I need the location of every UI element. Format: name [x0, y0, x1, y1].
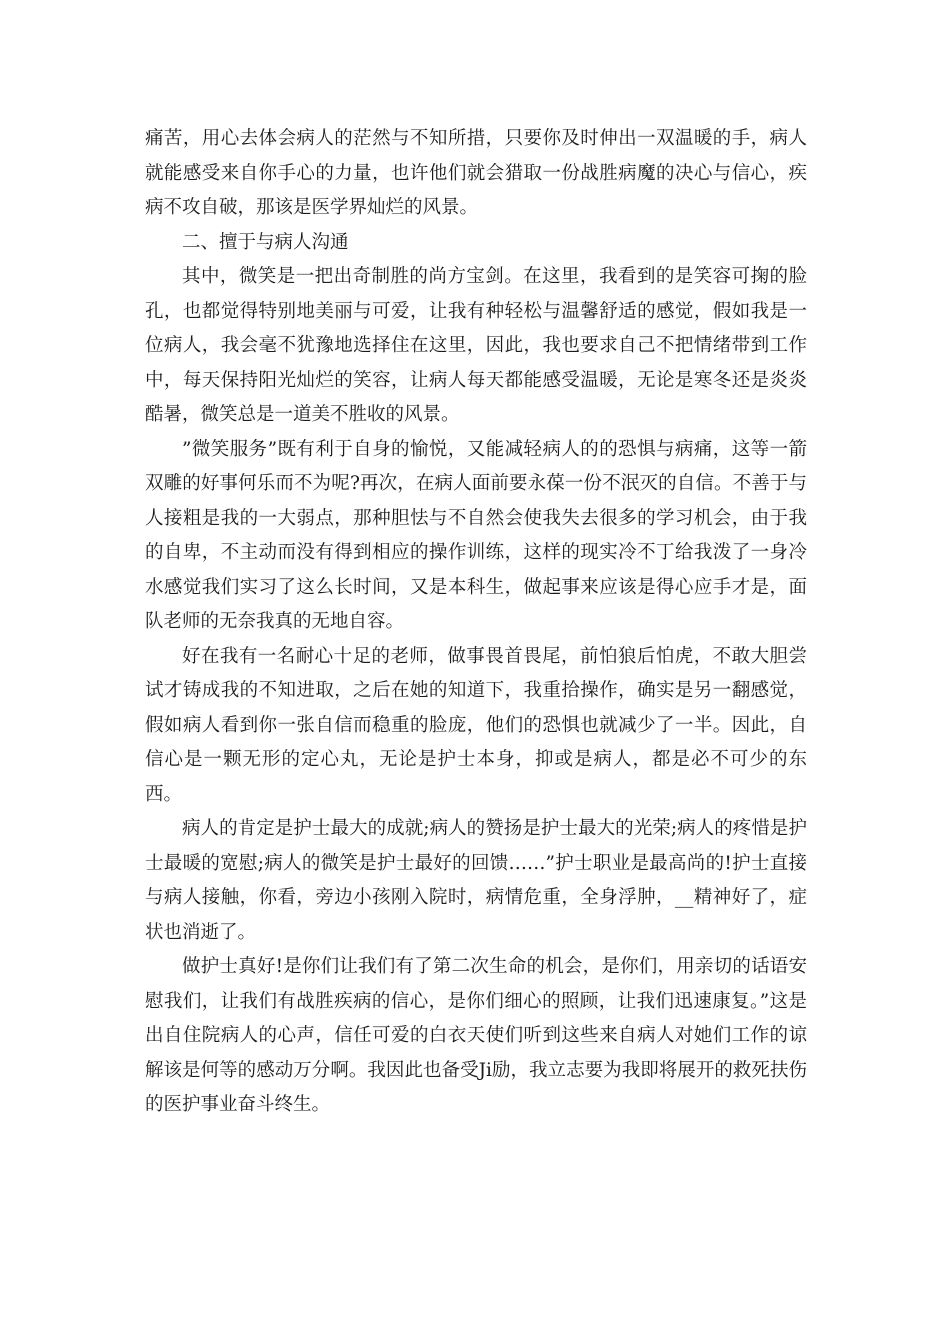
paragraph-smile: 其中，微笑是一把出奇制胜的尚方宝剑。在这里，我看到的是笑容可掬的脸孔，也都觉得特别地美丽与可爱，让我有种轻松与温馨舒适的感觉，假如我是一位病人，我会毫不犹豫地选择住在这里，因此，我也要求自己不把情绪带到工作中，每天保持阳光灿烂的笑容，让病人每天都能感受温暖，无论是寒冬还是炎炎酷暑，微笑总是一道美不胜收的风景。	[145, 266, 807, 425]
paragraph-nurse-good: 做护士真好!是你们让我们有了第二次生命的机会，是你们，用亲切的话语安慰我们，让我们有战胜疾病的信心，是你们细心的照顾，让我们迅速康复。”这是出自住院病人的心声，信任可爱的白衣天使们听到这些来自病人对她们工作的谅解该是何等的感动万分啊。我因此也备受Ji励，我立志要为我即将展开的救死扶伤的医护事业奋斗终生。	[145, 956, 807, 1115]
document-body	[145, 122, 807, 1123]
paragraph-continuation: 痛苦，用心去体会病人的茫然与不知所措，只要你及时伸出一双温暖的手，病人就能感受来自你手心的力量，也许他们就会猎取一份战胜病魔的决心与信心，疾病不攻自破，那该是医学界灿烂的风景。	[145, 128, 807, 218]
section-heading: 二、擅于与病人沟通	[182, 231, 349, 253]
paragraph-patient-praise: 病人的肯定是护士最大的成就;病人的赞扬是护士最大的光荣;病人的疼惜是护士最暖的宽慰;病人的微笑是护士最好的回馈……”护士职业是最高尚的!护士直接与病人接触，你看，旁边小孩刚入院时，病情危重，全身浮肿，__精神好了，症状也消逝了。	[145, 818, 807, 943]
paragraph-teacher: 好在我有一名耐心十足的老师，做事畏首畏尾，前怕狼后怕虎，不敢大胆尝试才铸成我的不知进取，之后在她的知道下，我重拾操作，确实是另一翻感觉，假如病人看到你一张自信而稳重的脸庞，他们的恐惧也就减少了一半。因此，自信心是一颗无形的定心丸，无论是护士本身，抑或是病人，都是必不可少的东西。	[145, 645, 807, 805]
paragraph-smile-service: ”微笑服务”既有利于自身的愉悦，又能减轻病人的的恐惧与病痛，这等一箭双雕的好事何乐而不为呢?再次，在病人面前要永葆一份不泯灭的自信。不善于与人接粗是我的一大弱点，那种胆怯与不自然会使我失去很多的学习机会，由于我的自卑，不主动而没有得到相应的操作训练，这样的现实冷不丁给我泼了一身冷水感觉我们实习了这么长时间，又是本科生，做起事来应该是得心应手才是，面队老师的无奈我真的无地自容。	[145, 438, 807, 632]
